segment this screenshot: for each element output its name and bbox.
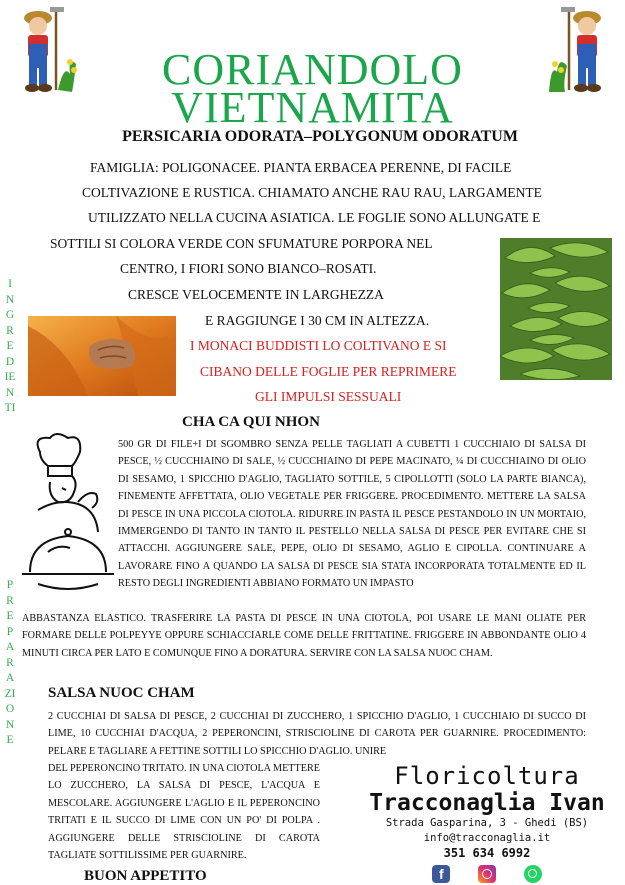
- intro-line: FAMIGLIA: POLIGONACEE. PIANTA ERBACEA PERENNE, DI FACILE: [90, 160, 512, 175]
- logo-line1: Floricoltura: [394, 762, 580, 790]
- facebook-icon[interactable]: f: [432, 865, 450, 883]
- monks-note-line: CIBANO DELLE FOGLIE PER REPRIMERE: [200, 364, 457, 379]
- instagram-icon[interactable]: [478, 865, 496, 883]
- side-label-ingredienti: [4, 277, 16, 417]
- page-title-line1: CORIANDOLO: [162, 45, 463, 94]
- recipe2-ingredients-text: 2 CUCCHIAI DI SALSA DI PESCE, 2 CUCCHIAI DI ZUCCHERO, 1 SPICCHIO D'AGLIO, 1 CUCCHIAIO DI SUCCO DI LIME, 10 CUCCHIAI D'ACQUA, 2 PEPERONCINI, STRISCIOLINE DI CAROTA PER GUARNIRE. PROCEDIMENTO: PELARE E TAGLIARE A FETTINE SOTTILI LO SPICCHIO D'AGLIO. UNIRE: [48, 711, 586, 757]
- closing-text: BUON APPETITO: [84, 868, 207, 884]
- social-icons: [356, 863, 618, 883]
- monks-note-line: GLI IMPULSI SESSUALI: [255, 389, 402, 404]
- intro-line: CRESCE VELOCEMENTE IN LARGHEZZA: [128, 287, 384, 302]
- side-label-preparazione: [4, 578, 16, 749]
- intro-line: COLTIVAZIONE E RUSTICA. CHIAMATO ANCHE RAU RAU, LARGAMENTE: [82, 185, 542, 200]
- company-phone[interactable]: 351 634 6992: [443, 846, 531, 860]
- intro-line: SOTTILI SI COLORA VERDE CON SFUMATURE PORPORA NEL: [50, 236, 433, 251]
- company-logo-block: [356, 762, 618, 880]
- monk-hands-photo: [28, 316, 176, 396]
- intro-line: UTILIZZATO NELLA CUCINA ASIATICA. LE FOGLIE SONO ALLUNGATE E: [88, 210, 541, 225]
- recipe1-title: CHA CA QUI NHON: [182, 414, 320, 430]
- page-title-line2: VIETNAMITA: [171, 83, 454, 132]
- recipe2-title: SALSA NUOC CHAM: [48, 685, 195, 701]
- chef-icon: [18, 432, 118, 600]
- side-label-text: INGREDIENTI: [4, 278, 16, 414]
- whatsapp-icon[interactable]: [524, 865, 542, 883]
- company-address: Strada Gasparina, 3 - Ghedi (BS): [385, 817, 589, 829]
- leaves-photo: [500, 238, 612, 380]
- side-label-text: PREPARAZIONE: [4, 579, 16, 746]
- recipe1-ingredients-text: 500 GR DI FILE+I DI SGOMBRO SENZA PELLE TAGLIATI A CUBETTI 1 CUCCHIAIO DI SALSA DI PESCE, ½ CUCCHIAINO DI SALE, ½ CUCCHIAINO DI PEPE MACINATO, ¼ DI CUCCHIAINO DI OLIO DI SESAMO, 1 SPICCHIO D'AGLIO, TAGLIATO SOTTILE, 5 CIPOLLOTTI (SOLO LA PARTE BIANCA), FINEMENTE AFFETTATA, OLIO VEGETALE PER FRIGGERE. PROCEDIMENTO. METTERE LA SALSA DI PESCE IN UNA PICCOLA CIOTOLA. RIDURRE IN PASTA IL PESCE PESTANDOLO IN UN MORTAIO, IMMERGENDO DI TANTO IN TANTO IL PESTELLO NELLA SALSA DI PESCE PER EVITARE CHE SI ATTACCHI. AGGIUNGERE SALE, PEPE, OLIO DI SESAMO, AGLIO E CIPOLLA. CONTINUARE A LAVORARE FINO A QUANDO LA SALSA DI PESCE SIA STATA INCORPORATA TOTALMENTE ED IL RESTO DEGLI INGREDIENTI ABBIANO FORMATO UN IMPASTO: [118, 439, 586, 590]
- company-email[interactable]: info@tracconaglia.it: [423, 832, 551, 844]
- recipe1-preparation-text: ABBASTANZA ELASTICO. TRASFERIRE LA PASTA DI PESCE IN UNA CIOTOLA, POI USARE LE MANI OLIATE PER FORMARE DELLE POLPEYYE OPPURE SCHIACCIARLE COME DELLE FRITTATINE. FRIGGERE IN ABBONDANTE OLIO 4 MINUTI CIRCA PER LATO E COMUNQUE FINO A DORATURA. SERVIRE CON LA SALSA NUOC CHAM.: [22, 613, 586, 659]
- recipe2-preparation-text: DEL PEPERONCINO TRITATO. IN UNA CIOTOLA METTERE LO ZUCCHERO, LA SALSA DI PESCE, L'ACQUA E MESCOLARE. AGGIUNGERE L'AGLIO E IL PEPERONCINO TRITATI E IL SUCCO DI LIME CON UN PO' DI POLPA . AGGIUNGERE DELLE STRISCIOLINE DI CAROTA TAGLIATE SOTTILISSIME PER GUARNIRE.: [48, 763, 320, 862]
- intro-line: E RAGGIUNGE I 30 CM IN ALTEZZA.: [205, 313, 430, 328]
- logo-line2: Tracconaglia Ivan: [369, 790, 605, 816]
- botanical-name: PERSICARIA ODORATA–POLYGONUM ODORATUM: [122, 128, 518, 145]
- intro-line: CENTRO, I FIORI SONO BIANCO–ROSATI.: [120, 261, 377, 276]
- monks-note-line: I MONACI BUDDISTI LO COLTIVANO E SI: [190, 338, 447, 353]
